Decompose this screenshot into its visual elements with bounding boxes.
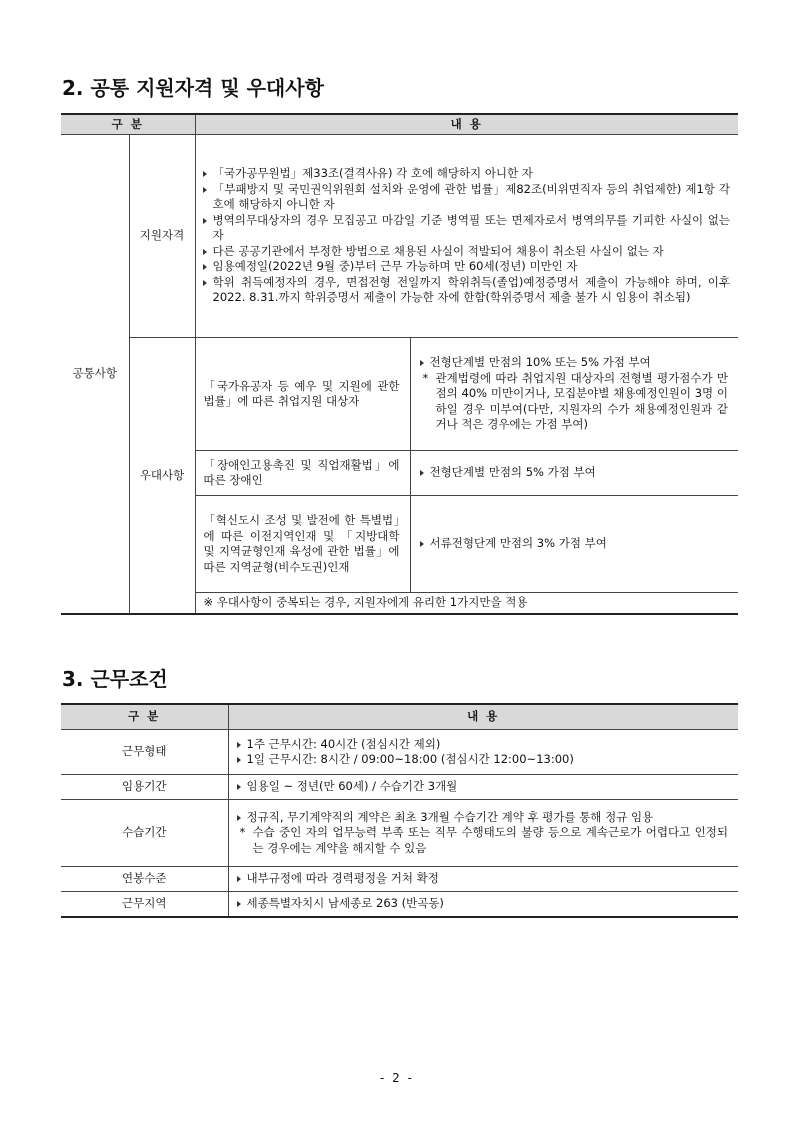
header-content: 내 용 [228,704,738,730]
eligibility-item: 「국가공무원법」제33조(결격사유) 각 호에 해당하지 아니한 자 [202,166,731,182]
eligibility-item: 병역의무대상자의 경우 모집공고 마감일 기준 병역필 또는 면제자로서 병역의무를 기피한 사실이 없는 자 [202,213,731,244]
preference-benefit-cell [410,496,738,593]
preference-benefit-cell [410,338,738,451]
condition-label: 근무형태 [61,730,228,775]
header-category: 구 분 [61,114,195,135]
preference-benefit: 전형단계별 만점의 5% 가점 부여 [419,465,734,481]
condition-item: 정규직, 무기계약직의 계약은 최초 3개월 수습기간 계약 후 평가를 통해 정규 임용 [236,810,729,826]
header-category: 구 분 [61,704,228,730]
condition-item: 세종특별자치시 남세종로 263 (반곡동) [236,896,734,912]
preference-note: 관계법령에 따라 취업지원 대상자의 전형별 평가점수가 만점의 40% 미만이거나, 모집분야별 채용예정인원이 3명 이하일 경우 미부여(다만, 지원자의 수가 채용예정인원과 같거나 적은 경우에는 가점 부여) [435,370,729,432]
eligibility-item: 「부패방지 및 국민권익위원회 설치와 운영에 관한 법률」제82조(비위면직자 등의 취업제한) 제1항 각 호에 해당하지 아니한 자 [202,182,731,213]
header-content: 내 용 [195,114,738,135]
preference-benefit-cell [410,451,738,496]
eligibility-item: 학위 취득예정자의 경우, 면접전형 전일까지 학위취득(졸업)예정증명서 제출이 가능해야 하며, 이후 2022. 8.31.까지 학위증명서 제출이 가능한 자에 한함(학위증명서 제출 불가 시 임용이 취소됨) [202,275,731,306]
note-marker: * [239,825,246,840]
section-2-title: 2. 공통 지원자격 및 우대사항 [62,76,324,100]
preference-benefit: 전형단계별 만점의 10% 또는 5% 가점 부여 [419,355,729,371]
condition-label: 근무지역 [61,892,228,918]
condition-label: 연봉수준 [61,867,228,892]
preference-target: 「장애인고용촉진 및 직업재활법」에 따른 장애인 [195,451,410,496]
condition-label: 임용기간 [61,775,228,800]
preference-target: 「국가유공자 등 예우 및 지원에 관한 법률」에 따른 취업지원 대상자 [195,338,410,451]
eligibility-label: 지원자격 [129,135,195,338]
condition-content [228,867,738,892]
condition-item: 임용일 ~ 정년(만 60세) / 수습기간 3개월 [236,779,734,795]
eligibility-table [61,113,738,615]
preference-footnote: ※ 우대사항이 중복되는 경우, 지원자에게 유리한 1가지만을 적용 [195,593,738,615]
eligibility-item: 임용예정일(2022년 9월 중)부터 근무 가능하며 만 60세(정년) 미만인 자 [202,259,731,275]
group-label: 공통사항 [61,135,129,615]
preference-target: 「혁신도시 조성 및 발전에 한 특별법」에 따른 이전지역인재 및 「지방대학 및 지역균형인재 육성에 관한 법률」에 따른 지역균형(비수도권)인재 [195,496,410,593]
condition-content [228,892,738,918]
condition-content [228,730,738,775]
condition-label: 수습기간 [61,800,228,867]
conditions-table [61,703,738,918]
condition-content [228,775,738,800]
condition-content [228,800,738,867]
eligibility-item: 다른 공공기관에서 부정한 방법으로 채용된 사실이 적발되어 채용이 취소된 사실이 없는 자 [202,244,731,260]
eligibility-list [195,135,738,338]
condition-item: 1일 근무시간: 8시간 / 09:00~18:00 (점심시간 12:00~13:00) [236,752,734,768]
note-marker: * [422,370,429,385]
preference-benefit: 서류전형단계 만점의 3% 가점 부여 [419,536,734,552]
preference-label: 우대사항 [129,338,195,615]
section-3-title: 3. 근무조건 [62,667,168,691]
page-number: - 2 - [380,1071,414,1085]
condition-item: 1주 근무시간: 40시간 (점심시간 제외) [236,737,734,753]
condition-note: 수습 중인 자의 업무능력 부족 또는 직무 수행태도의 불량 등으로 계속근로가 어렵다고 인정되는 경우에는 계약을 해지할 수 있음 [252,825,728,855]
condition-item: 내부규정에 따라 경력평정을 거쳐 확정 [236,871,734,887]
